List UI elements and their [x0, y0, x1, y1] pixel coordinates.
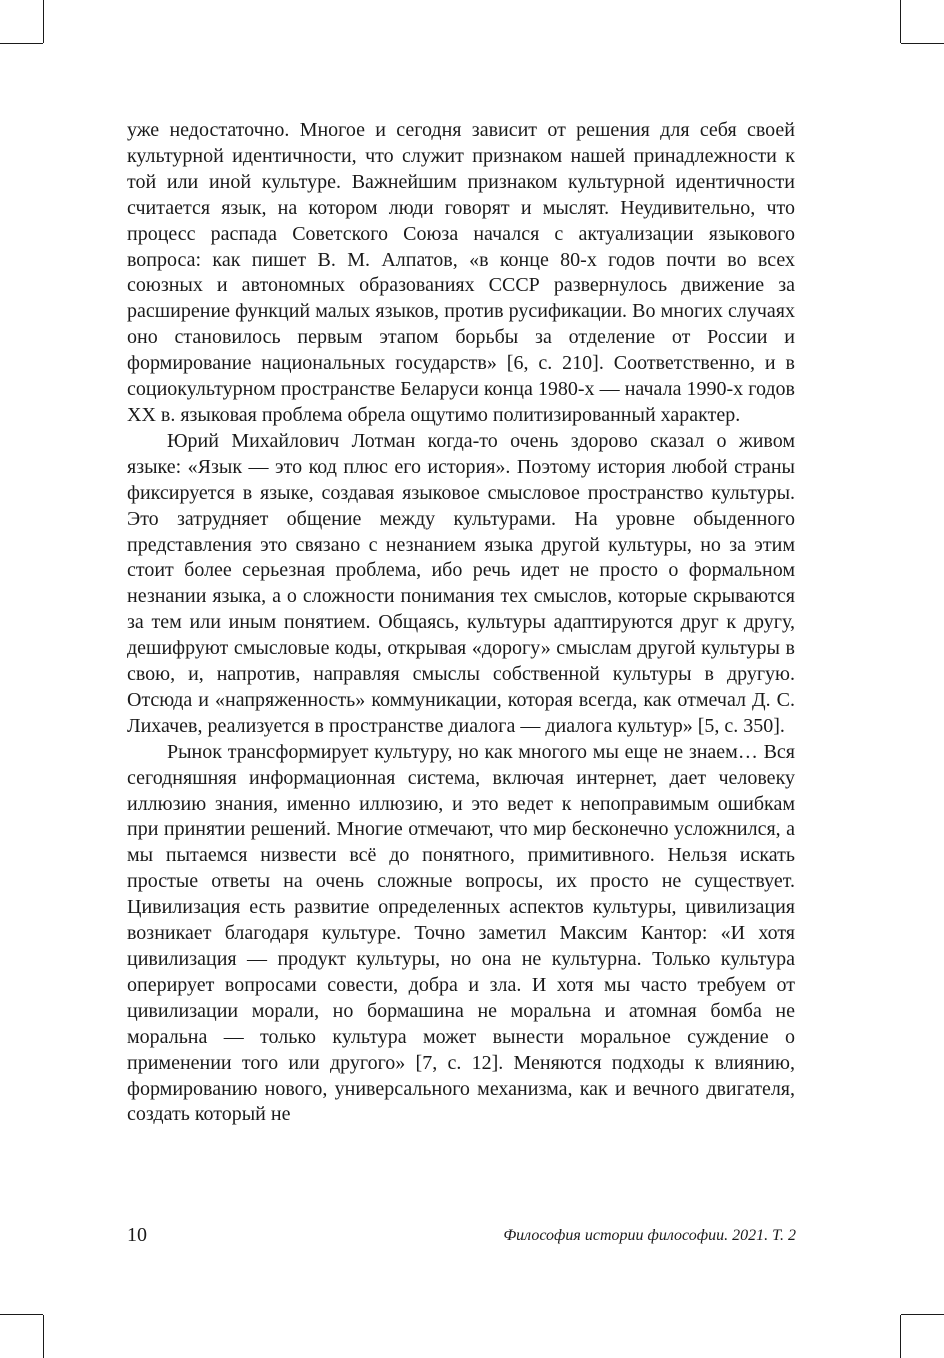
paragraph-3: Рынок трансформирует культуру, но как многого мы еще не знаем… Вся сегодняшняя информационная система, включая интернет, дает человеку иллюзию знания, именно иллюзию, и это ведет к непоправимым ошибкам при принятии решений. Многие отмечают, что мир бесконечно усложнился, а мы пытаемся низвести всё до понятного, примитивного. Нельзя искать простые ответы на очень сложные вопросы, их просто не существует. Цивилизация есть развитие определенных аспектов культуры, цивилизация возникает благодаря культуре. Точно заметил Максим Кантор: «И хотя цивилизация — продукт культуры, но она не культурна. Только культура оперирует вопросами совести, добра и зла. И хотя мы часто требуем от цивилизации морали, но бормашина не моральна и атомная бомба не моральна — только культура может вынести моральное суждение о применении того или другого» [7, с. 12]. Меняются подходы к влиянию, формированию нового, универсального механизма, как и вечного двигателя, создать который не [127, 740, 795, 1126]
crop-mark-bottom-left-vertical [43, 1315, 44, 1358]
page-number: 10 [127, 1224, 147, 1246]
crop-mark-top-right-vertical [900, 0, 901, 43]
body-text [127, 118, 795, 1128]
paragraph-2: Юрий Михайлович Лотман когда-то очень здорово сказал о живом языке: «Язык — это код плюс его история». Поэтому история любой страны фиксируется в языке, создавая языковое смысловое пространство культуры. Это затрудняет общение между культурами. На уровне обыденного представления это связано с незнанием языка другой культуры, но за этим стоит более серьезная проблема, ибо речь идет не просто о формальном незнании языка, а о сложности понимания тех смыслов, которые скрываются за тем или иным понятием. Общаясь, культуры адаптируются друг к другу, дешифруют смысловые коды, открывая «дорогу» смыслам другой культуры в свою, и, напротив, направляя смыслы собственной культуры в другую. Отсюда и «напряженность» коммуникации, которая всегда, как отмечал Д. С. Лихачев, реализуется в пространстве диалога — диалога культур» [5, с. 350]. [127, 429, 795, 737]
crop-mark-bottom-right-horizontal [901, 1314, 944, 1315]
crop-mark-top-left-horizontal [0, 43, 43, 44]
paragraph-1: уже недостаточно. Многое и сегодня зависит от решения для себя своей культурной идентичности, что служит признаком нашей принадлежности к той или иной культуре. Важнейшим признаком культурной идентичности считается язык, на котором люди говорят и мыслят. Неудивительно, что процесс распада Советского Союза начался с актуализации языкового вопроса: как пишет В. М. Алпатов, «в конце 80-х годов почти во всех союзных и автономных образованиях СССР развернулось движение за расширение функций малых языков, против русификации. Во многих случаях оно становилось первым этапом борьбы за отделение от России и формирование национальных государств» [6, с. 210]. Соответственно, и в социокультурном пространстве Беларуси конца 1980-х — начала 1990-х годов XX в. языковая проблема обрела ощутимо политизированный характер. [127, 119, 795, 426]
crop-mark-bottom-right-vertical [900, 1315, 901, 1358]
crop-mark-top-left-vertical [43, 0, 44, 43]
crop-mark-bottom-left-horizontal [0, 1314, 43, 1315]
running-footer: Философия истории философии. 2021. Т. 2 [503, 1227, 796, 1244]
crop-mark-top-right-horizontal [901, 43, 944, 44]
